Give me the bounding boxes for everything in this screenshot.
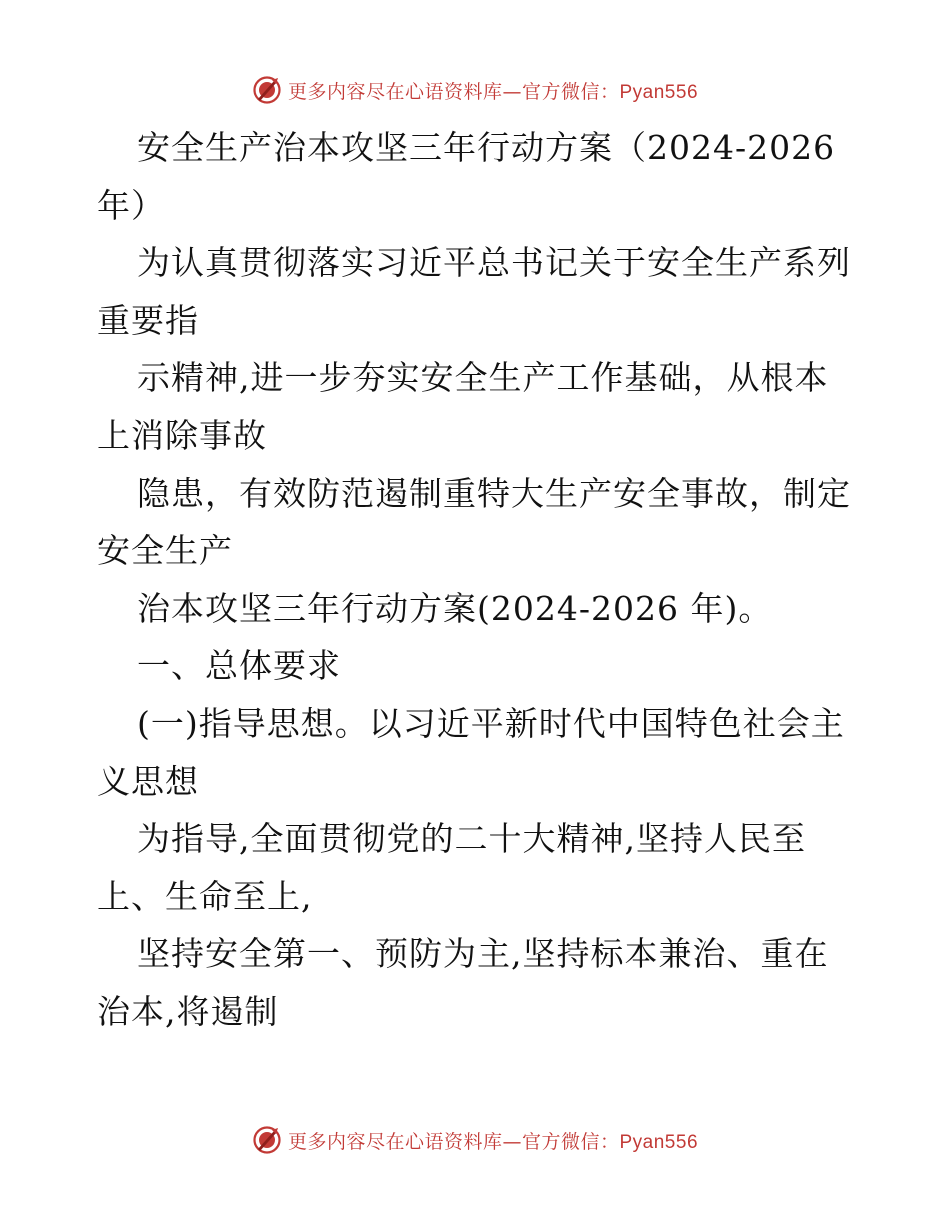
watermark-wechat-id: Pyan556 xyxy=(619,81,699,103)
doc-paragraph-line: 安全生产 xyxy=(97,531,233,571)
watermark-separator: — xyxy=(502,1130,522,1153)
doc-paragraph-line: 为认真贯彻落实习近平总书记关于安全生产系列 xyxy=(137,243,851,283)
doc-paragraph-line: 治本攻坚三年行动方案(2024-2026 年)。 xyxy=(137,588,773,628)
watermark-separator: — xyxy=(502,80,522,103)
watermark-text xyxy=(288,77,698,104)
watermark-wechat-label: 官方微信： xyxy=(521,1130,620,1153)
doc-paragraph-line: 治本,将遏制 xyxy=(97,991,279,1031)
watermark-wechat-id: Pyan556 xyxy=(619,1131,699,1153)
doc-paragraph-line: 示精神,进一步夯实安全生产工作基础，从根本 xyxy=(137,358,829,398)
section-heading: 一、总体要求 xyxy=(137,646,341,686)
footer-watermark xyxy=(0,1120,950,1160)
doc-paragraph-line: 重要指 xyxy=(97,300,199,340)
doc-paragraph-line: 义思想 xyxy=(97,761,199,801)
doc-title-cont: 年） xyxy=(97,185,165,225)
watermark-main-text: 更多内容尽在心语资料库 xyxy=(287,1130,503,1153)
doc-paragraph-line: 隐患，有效防范遏制重特大生产安全事故，制定 xyxy=(137,473,851,513)
doc-paragraph-line: 上消除事故 xyxy=(97,415,267,455)
doc-paragraph-line: 为指导,全面贯彻党的二十大精神,坚持人民至 xyxy=(137,819,806,859)
quill-seal-icon xyxy=(252,75,282,105)
watermark-text xyxy=(288,1127,698,1154)
header-watermark xyxy=(0,70,950,110)
document-body xyxy=(97,119,857,1041)
watermark-main-text: 更多内容尽在心语资料库 xyxy=(287,80,503,103)
doc-title: 安全生产治本攻坚三年行动方案（2024-2026 xyxy=(137,128,836,167)
doc-paragraph-line: 坚持安全第一、预防为主,坚持标本兼治、重在 xyxy=(137,934,829,974)
quill-seal-icon xyxy=(252,1125,282,1155)
doc-paragraph-line: 上、生命至上, xyxy=(97,876,313,916)
subsection-heading: (一)指导思想。以习近平新时代中国特色社会主 xyxy=(137,703,845,743)
watermark-wechat-label: 官方微信： xyxy=(521,80,620,103)
